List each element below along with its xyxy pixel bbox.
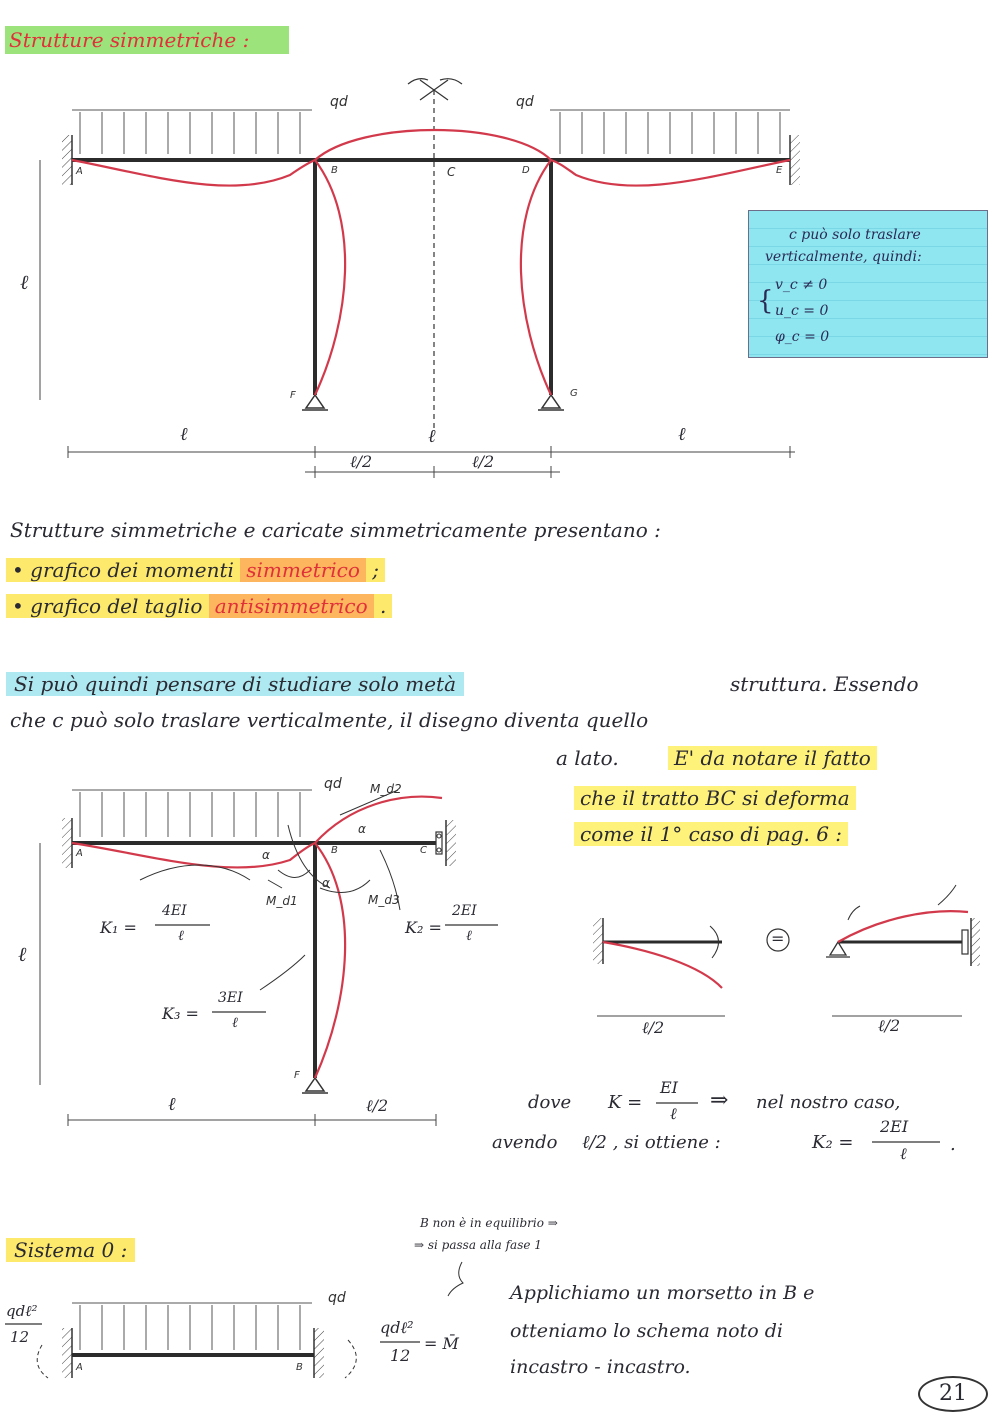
deformed-shape — [72, 130, 790, 395]
k3-den: ℓ — [232, 1015, 238, 1031]
top-dim-1: ℓ — [180, 424, 188, 445]
node-b: B — [331, 165, 338, 176]
top-dim-3: ℓ — [678, 424, 686, 445]
formula-dove: dove — [528, 1092, 572, 1113]
section-heading: Strutture simmetriche : — [5, 26, 289, 54]
text2-line3b: E' da notare il fatto — [668, 746, 877, 770]
formula-num2: 2EI — [880, 1117, 909, 1136]
half-height-dim: ℓ — [18, 942, 27, 966]
note-box — [748, 210, 988, 358]
load-left — [72, 110, 312, 154]
formula-l2a: avendo — [492, 1132, 558, 1153]
note-brace: { — [757, 286, 774, 316]
alpha-2: α — [262, 848, 270, 862]
formula-tail: nel nostro caso, — [756, 1092, 901, 1113]
bullet-1-prefix: • grafico dei momenti — [12, 558, 234, 582]
half-node-c: C — [420, 845, 427, 856]
equiv-sign: = — [771, 929, 785, 948]
bullet-2-prefix: • grafico del taglio — [12, 594, 203, 618]
formula-k2: K₂ = — [812, 1132, 854, 1153]
system-node-b: B — [296, 1362, 303, 1373]
half-dim-right: ℓ/2 — [366, 1096, 389, 1115]
alpha-3: α — [322, 876, 330, 890]
top-load-right-label: qd — [516, 94, 534, 110]
system-right-num: qdℓ² — [380, 1318, 414, 1337]
note-eq-3: φ_c = 0 — [775, 329, 830, 345]
k3-num: 3EI — [218, 990, 243, 1006]
note-eq-2: u_c = 0 — [775, 303, 829, 319]
system-left-num: qdℓ² — [6, 1302, 38, 1320]
system-apply-3: incastro - incastro. — [510, 1356, 691, 1378]
top-load-left-label: qd — [330, 94, 348, 110]
node-f: F — [290, 390, 296, 401]
k1-num: 4EI — [162, 903, 187, 919]
half-node-a: A — [76, 848, 83, 859]
k3-label: K₃ = — [162, 1004, 199, 1023]
text2-line5: come il 1° caso di pag. 6 : — [574, 822, 848, 846]
half-node-f: F — [294, 1070, 300, 1081]
bullet-1 — [6, 558, 385, 582]
top-height-dim: ℓ — [20, 270, 29, 294]
formula-dot: . — [950, 1134, 956, 1155]
node-d: D — [522, 165, 530, 176]
top-half-dim-1: ℓ/2 — [350, 452, 373, 471]
half-structure — [40, 790, 456, 1126]
formula-l2b: ℓ/2 , si ottiene : — [582, 1132, 721, 1153]
text2-line1b: struttura. Essendo — [730, 672, 919, 696]
half-node-b: B — [331, 845, 338, 856]
text1-line: Strutture simmetriche e caricate simmetricamente presentano : — [10, 518, 661, 542]
note-line-2: verticalmente, quindi: — [765, 249, 922, 265]
system-load-label: qd — [328, 1290, 346, 1306]
system-right-den: 12 — [390, 1346, 411, 1365]
bullet-1-key: simmetrico — [240, 558, 366, 582]
alpha-1: α — [358, 822, 366, 836]
text2-line4: che il tratto BC si deforma — [574, 786, 856, 810]
top-dim-2: ℓ — [428, 426, 436, 447]
note-line-1: c può solo traslare — [789, 227, 921, 243]
system-apply-2: otteniamo lo schema noto di — [510, 1320, 783, 1342]
moment-md2: M_d2 — [370, 782, 402, 796]
top-structure — [40, 79, 800, 478]
half-dimensions — [40, 843, 436, 1126]
formula-num: EI — [660, 1078, 678, 1097]
node-g: G — [570, 388, 578, 399]
half-load-label: qd — [324, 776, 342, 792]
bullet-2-suffix: . — [380, 594, 387, 618]
moment-md1: M_d1 — [266, 894, 298, 908]
half-deformed — [72, 797, 442, 1078]
k1-den: ℓ — [178, 928, 184, 944]
half-dim-left: ℓ — [168, 1094, 176, 1115]
note-eq-1: v_c ≠ 0 — [775, 277, 828, 293]
half-load — [72, 790, 312, 837]
moment-md3: M_d3 — [368, 893, 400, 907]
system-note-1: B non è in equilibrio ⇒ — [420, 1216, 558, 1230]
system-node-a: A — [76, 1362, 83, 1373]
system-left-den: 12 — [10, 1328, 30, 1346]
formula-k: K = — [608, 1092, 643, 1113]
equiv-dim-left: ℓ/2 — [642, 1018, 665, 1037]
formula-den: ℓ — [670, 1104, 677, 1123]
k2-label: K₂ = — [405, 918, 442, 937]
k2-num: 2EI — [452, 903, 477, 919]
system-mbar: = M̄ — [424, 1334, 459, 1353]
node-e: E — [776, 165, 783, 176]
load-right — [550, 110, 790, 154]
half-left-support — [62, 818, 72, 868]
page-number: 21 — [918, 1376, 988, 1412]
half-moment-annotations — [140, 790, 400, 990]
right-fixed-support — [790, 135, 800, 185]
top-half-dim-2: ℓ/2 — [472, 452, 495, 471]
system-apply-1: Applichiamo un morsetto in B e — [510, 1282, 815, 1304]
node-a: A — [76, 166, 83, 177]
text2-line2: che c può solo traslare verticalmente, il disegno diventa quello — [10, 708, 649, 732]
bullet-2 — [6, 594, 392, 618]
formula-den2: ℓ — [900, 1144, 907, 1163]
pin-support-f — [306, 395, 324, 408]
bullet-2-key: antisimmetrico — [209, 594, 374, 618]
text2-line1a: Si può quindi pensare di studiare solo metà — [6, 672, 464, 696]
node-c: C — [447, 165, 456, 179]
system-title: Sistema 0 : — [6, 1238, 135, 1262]
half-pin-f — [306, 1078, 324, 1091]
k1-label: K₁ = — [100, 918, 137, 937]
left-fixed-support — [62, 135, 72, 185]
equiv-dim-right: ℓ/2 — [878, 1016, 901, 1035]
system-note-2: ⇒ si passa alla fase 1 — [414, 1238, 542, 1252]
pin-support-g — [542, 395, 560, 408]
equivalence-sketch — [593, 885, 980, 1016]
text2-line3a: a lato. — [556, 746, 619, 770]
k2-den: ℓ — [466, 928, 472, 944]
formula-arrow: ⇒ — [710, 1088, 729, 1113]
bullet-1-suffix: ; — [372, 558, 380, 582]
